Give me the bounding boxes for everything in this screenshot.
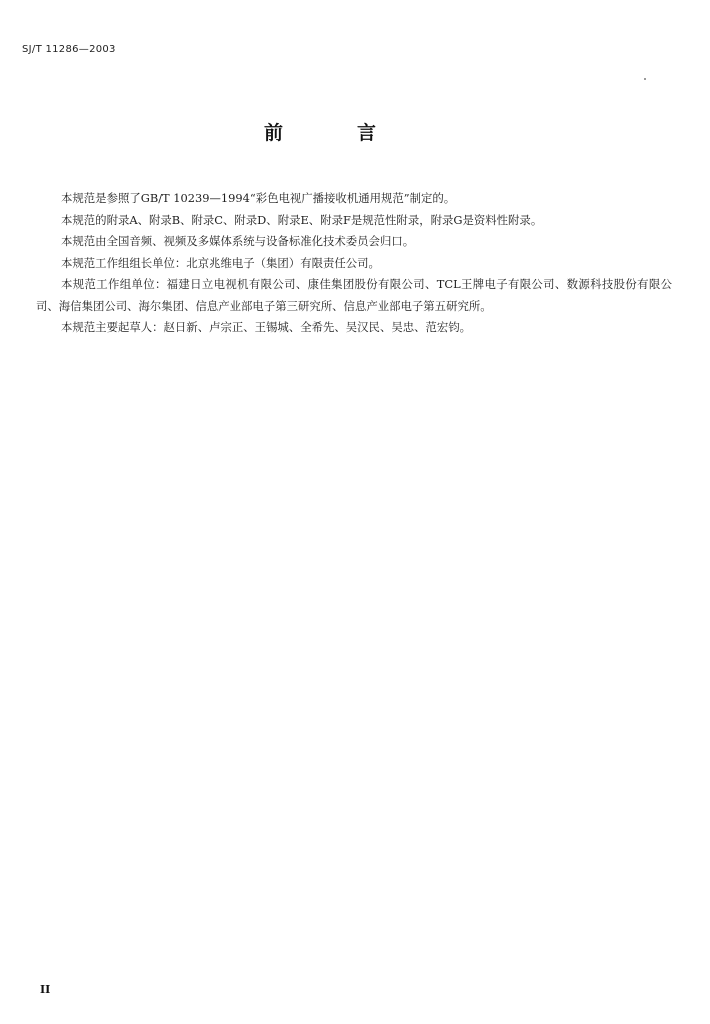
paragraph-drafters: 本规范主要起草人：赵日新、卢宗正、王锡城、全希先、吴汉民、吴忠、范宏钧。 — [61, 320, 472, 334]
paragraph-lead-unit: 本规范工作组组长单位：北京兆维电子（集团）有限责任公司。 — [61, 255, 380, 270]
paragraph-proposed-by: 本规范由全国音频、视频及多媒体系统与设备标准化技术委员会归口。 — [61, 234, 415, 248]
paragraph-working-units: 本规范工作组单位：福建日立电视机有限公司、康佳集团股份有限公司、TCL王牌电子有限公司、数源科技股份有限公司、海信集团公司、海尔集团、信息产业部电子第三研究所、信息产业部电子第五研究所。 — [36, 277, 672, 313]
page-title: 前言 — [263, 122, 450, 144]
paragraph-appendices: 本规范的附录A、附录B、附录C、附录D、附录E、附录F是规范性附录，附录G是资料性附录。 — [61, 212, 543, 227]
corner-dot — [644, 78, 646, 80]
paragraph-reference-standard: 本规范是参照了GB/T 10239—1994“彩色电视广播接收机通用规范”制定的。 — [61, 191, 456, 205]
foreword-body — [36, 188, 672, 339]
standard-code: SJ/T 11286—2003 — [22, 44, 116, 55]
page-number: II — [40, 983, 51, 996]
